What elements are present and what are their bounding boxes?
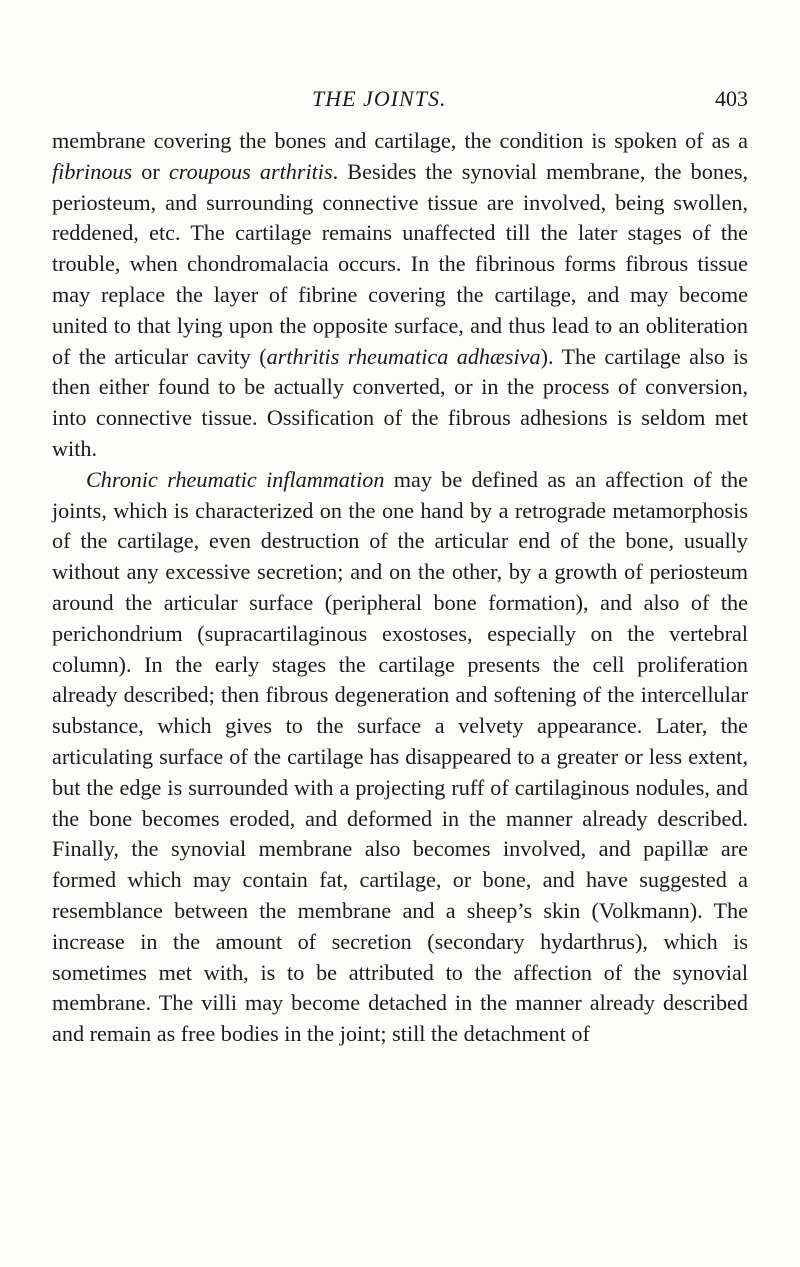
italic-term: fibrinous bbox=[52, 158, 133, 184]
italic-term: arthritis rheumatica adhæsiva bbox=[266, 343, 541, 369]
text-run: . Besides the synovial membrane, the bones, periosteum, and surrounding connective tissue are involved, being swollen, reddened, etc. The cartilage remains unaffected till the later stages of the trouble, when chondromalacia occurs. In the fibrinous forms fibrous tissue may replace the layer of fibrine covering the cartilage, and may become united to that lying upon the opposite surface, and thus lead to an obliteration of the articular cavity ( bbox=[52, 158, 748, 369]
italic-term: croupous arthritis bbox=[168, 158, 333, 184]
text-run: membrane covering the bones and cartilage, the condition is spoken of as a bbox=[52, 128, 748, 153]
page-header bbox=[0, 86, 800, 116]
running-title: THE JOINTS. bbox=[312, 86, 447, 111]
paragraph-fibrinous-arthritis bbox=[52, 126, 748, 465]
text-run: ). The cartilage also is then either found to be actually converted, or in the process of conversion, into connective tissue. Ossification of the fibrous adhesions is seldom met with. bbox=[52, 343, 749, 461]
text-run: may be defined as an affection of the joints, which is characterized on the one hand by a retrograde metamorphosis of the cartilage, even destruction of the articular end of the bone, usually without any excessive secretion; and on the other, by a growth of periosteum around the articular surface (peripheral bone formation), and also of the perichondrium (supracartilaginous exostoses, especially on the vertebral column). In the early stages the cartilage presents the cell proliferation already described; then fibrous degeneration and softening of the intercellular substance, which gives to the surface a velvety appearance. Later, the articulating surface of the cartilage has disappeared to a greater or less extent, but the edge is surrounded with a projecting ruff of cartilaginous nodules, and the bone becomes eroded, and deformed in the manner already described. Finally, the synovial membrane also becomes involved, and papillæ are formed which may contain fat, cartilage, or bone, and have suggested a resemblance between the membrane and a sheep’s skin (Volkmann). The increase in the amount of secretion (secondary hydarthrus), which is sometimes met with, is to be attributed to the affection of the synovial membrane. The villi may become detached in the manner already described and remain as free bodies in the joint; still the detachment of bbox=[52, 466, 748, 1047]
page-number: 403 bbox=[715, 86, 748, 111]
body-text bbox=[52, 126, 748, 1050]
paragraph-chronic-rheumatic-inflammation bbox=[52, 465, 748, 1050]
text-run: or bbox=[132, 158, 169, 184]
italic-term: Chronic rheumatic inflammation bbox=[86, 466, 385, 492]
